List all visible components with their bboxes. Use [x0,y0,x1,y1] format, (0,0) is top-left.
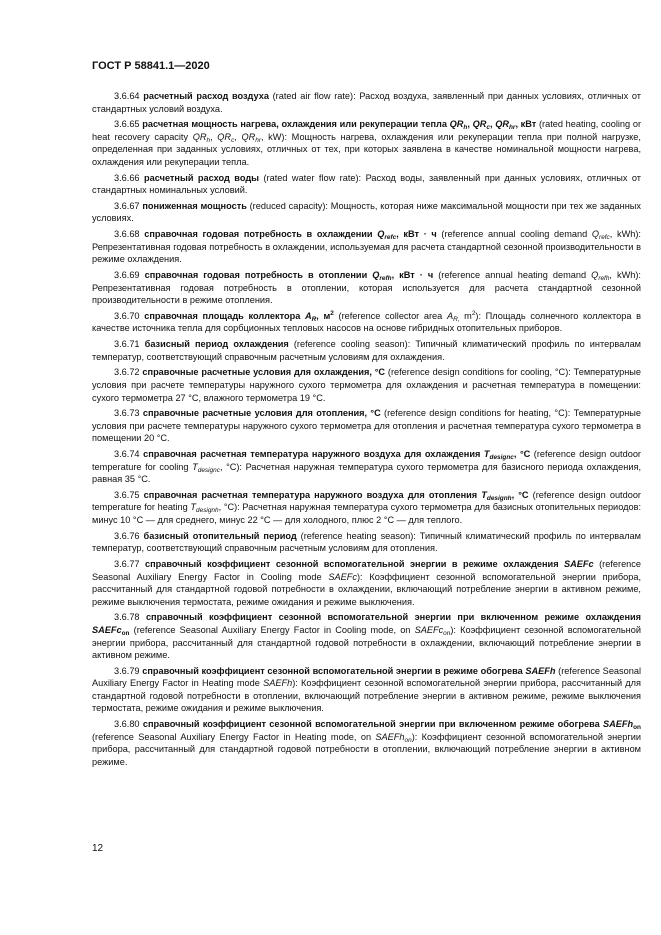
term-definition [92,118,641,168]
text-run: 3.6.68 [114,229,145,240]
text-run: Q [591,270,599,281]
text-run: , [234,131,242,142]
text-run: (reference design outdoor temperature for cooling [92,449,641,472]
term-definition [92,228,641,266]
text-run: 3.6.70 [114,310,145,321]
text-run: hr [255,136,261,144]
term-name: Q [372,270,380,281]
text-run: designc [197,466,220,474]
text-run: (rated heating, cooling or heat recovery capacity [92,119,642,142]
text-run: 3.6.74 [114,449,144,460]
text-run: ): Коэффициент сезонной вспомогательной энергии прибора, рассчитанный для стандартной годовой потребности в отоплении, включающий потребление энергии в активном режиме. [92,731,641,767]
text-run: 3.6.80 [114,719,143,730]
text-run: 3.6.69 [114,270,145,281]
text-run: (reference annual cooling demand [436,229,592,240]
text-run: 3.6.76 [114,530,144,541]
term-name: on [121,629,130,637]
text-run: (reduced capacity): Мощность, которая ниже максимальной мощности при тех же заданных условиях. [92,200,641,224]
term-name: c [486,124,490,132]
term-name: , кВт · ч [396,229,437,240]
term-definition [92,718,641,768]
term-name: SAEFc [92,624,122,635]
term-name: , °С [513,449,531,460]
term-definition [92,366,641,404]
term-name: пониженная мощность [142,200,247,211]
term-name: расчетный расход воздуха [143,91,269,101]
text-run: 2 [471,309,476,317]
text-run: , kW): Мощность нагрева, охлаждения или рекуперации тепла при полной нагрузке, определенная при заданных условиях, отличных от тех, при которых заявлена в качестве номинальной мощности нагрева, охлаждения или рекуперации тепла. [92,131,641,167]
term-definition [92,665,641,715]
text-run: 3.6.71 [114,339,145,350]
text-run: on [404,736,412,744]
text-run: designh [196,507,219,515]
text-run: (reference Seasonal Auxiliary Energy Factor in Heating mode [92,665,641,689]
text-run: SAEFh [375,731,405,742]
term-name: designc [489,454,514,462]
term-name: расчетная мощность нагрева, охлаждения или рекуперации тепла [142,119,450,130]
text-run: (reference Seasonal Auxiliary Energy Factor in Cooling mode [92,559,641,582]
term-name: designh [486,494,512,502]
text-run: R, [453,315,460,323]
term-name: R [311,315,317,323]
term-name: , [489,119,496,130]
term-name: SAEFh [525,665,556,676]
text-run: (reference Seasonal Auxiliary Energy Factor in Cooling mode, on [129,624,415,635]
term-name: refc [384,234,397,242]
term-name: расчетный расход воды [144,172,260,183]
term-name: Q [377,229,385,240]
text-run: ): Площадь солнечного коллектора в качестве источника тепла для сорбционных тепловых насосов на основе гибридных отопительных приборов. [92,310,641,334]
text-run: 3.6.79 [114,665,143,676]
text-run: ): Коэффициент сезонной вспомогательной энергии прибора, рассчитанный для стандартной годовой потребности в отоплении, включающий потребление энергии в активном режиме, режиме выключения термостата, режиме ожидания и режиме выключения. [92,678,642,714]
text-run: c [231,136,235,144]
term-name: , м [316,310,331,321]
text-run: T [190,502,197,513]
term-name: базисный период охлаждения [144,339,289,350]
text-run: SAEFc [328,571,357,582]
term-name: , кВт · ч [391,270,434,281]
term-name: T [483,449,490,460]
term-name: справочная годовая потребность в охлаждении [144,229,378,240]
term-name: on [633,724,641,732]
document-header: ГОСТ Р 58841.1—2020 [92,60,210,72]
text-run: SAEFh [263,678,293,689]
text-run: refc [599,234,610,242]
term-definition [92,269,641,307]
text-run: 3.6.64 [114,91,144,101]
text-run: m [459,310,472,321]
text-run: on [443,629,451,637]
term-name: hr [509,124,516,132]
text-run: 3.6.65 [114,119,143,130]
text-run: QR [241,131,256,142]
term-name: h [463,124,468,132]
text-run: h [206,136,211,144]
text-run: ): Коэффициент сезонной вспомогательной энергии прибора, рассчитанный для стандартной годовой потребности в охлаждении, включающий потребление энергии в активном режиме, режиме выключения термостата, режиме ожидания и режиме выключения. [92,571,642,607]
text-run: (reference Seasonal Auxiliary Energy Factor in Heating mode, on [92,731,376,742]
text-run: SAEFc [414,624,444,635]
term-name: , [467,119,473,130]
page-number: 12 [92,843,104,854]
term-name: , кВт [515,119,537,130]
text-run: , °С): Расчетная наружная температура сухого термометра для базисных отопительных периодов: минус 10 °С — для среднего, минус 22 °С — для холодного, плюс 2 °С — для теплого. [92,502,642,526]
term-definition [92,407,641,445]
term-name: справочные расчетные условия для охлаждения, °С [142,367,386,378]
term-definition [92,172,641,197]
term-definition [92,310,641,335]
text-run: , [210,131,218,142]
term-definition [92,448,641,486]
text-run: 3.6.72 [114,367,143,378]
term-definition [92,489,641,527]
text-run: 3.6.78 [114,612,146,623]
term-name: справочный коэффициент сезонной вспомогательной энергии в режиме обогрева [142,665,526,676]
text-run: (reference design outdoor temperature for heating [92,489,641,513]
text-run: A [446,310,454,321]
text-run: 3.6.73 [114,408,143,419]
term-definition [92,611,641,661]
text-run: T [192,461,198,472]
text-run: 3.6.75 [114,489,144,500]
text-run: (reference design conditions for heating, °С): Температурные условия при расчете температуры наружного сухого термометра для отопления и расчетная температура сухого термометра в помещении 20 °С. [92,408,641,444]
term-definition [92,530,641,555]
text-run: (rated water flow rate): Расход воды, заявленный при данных условиях, отличных от стандартных номинальных условий. [92,172,641,196]
text-run: (reference heating season): Типичный климатический профиль по интервалам температур, соответствующий справочным расчетным условиям для отопления. [92,530,641,554]
text-run: QR [217,131,232,142]
term-name: базисный отопительный период [143,530,297,541]
term-name: QR [449,119,464,130]
text-run: QR [192,131,207,142]
term-definition [92,338,641,363]
term-name: справочная площадь коллектора [144,310,305,321]
term-name: , °С [511,489,529,500]
term-name: справочные расчетные условия для отопления, °С [142,408,381,419]
term-definition [92,200,641,225]
term-name: QR [495,119,509,130]
text-run: (reference cooling season): Типичный климатический профиль по интервалам температур, соответствующий справочным расчетным условиям для охлаждения. [92,339,641,362]
text-run: 3.6.77 [114,559,146,570]
text-run: (reference collector area [333,310,447,321]
text-run: (reference design conditions for cooling, °С): Температурные условия при расчете температуры наружного сухого термометра для охлаждения и расчетная температура в помещении: сухого термометра 27 °С, влажного термометра 19 °С. [92,367,641,403]
text-run: , °С): Расчетная наружная температура сухого термометра для базисного периода охлаждения, равная 35 °С. [92,461,642,485]
text-run: 3.6.66 [114,172,145,183]
term-name: SAEFc [564,559,594,570]
term-name: справочная расчетная температура наружного воздуха для отопления [143,489,482,500]
text-run: Q [591,229,600,240]
text-run: (rated air flow rate): Расход воздуха, заявленный при данных условиях, отличных от стандартных условий воздуха. [92,91,641,114]
term-name: T [481,489,487,500]
term-name: SAEFh [603,719,634,730]
text-run: , kWh): Репрезентативная годовая потребность в охлаждении, используемая для расчета стандартной сезонной производительности в режиме охлаждения. [92,229,641,265]
text-run: , kWh): Репрезентативная годовая потребность в отоплении, которая используется для расчета стандартной сезонной производительности в режиме отопления. [92,270,641,306]
term-definition [92,90,641,115]
term-name: A [304,310,312,321]
term-name: справочный коэффициент сезонной вспомогательной энергии при включенном режиме охлаждения [145,612,641,623]
term-name: QR [472,119,487,130]
terms-section [92,90,641,768]
term-definition [92,558,641,608]
text-run: ): Коэффициент сезонной вспомогательной энергии прибора, рассчитанный для стандартной годовой потребности в охлаждении, включающий потребление энергии в активном режиме. [92,624,641,661]
term-name: справочная расчетная температура наружного воздуха для охлаждения [143,449,484,460]
term-name: справочная годовая потребность в отоплении [144,270,373,281]
term-name: 2 [330,309,334,317]
term-name: справочный коэффициент сезонной вспомогательной энергии в режиме охлаждения [145,559,565,570]
text-run: refh [598,275,610,283]
term-name: refh [379,275,392,283]
text-run: (reference annual heating demand [433,270,592,281]
term-name: справочный коэффициент сезонной вспомогательной энергии при включенном режиме обогрева [142,719,603,730]
text-run: 3.6.67 [114,200,143,211]
